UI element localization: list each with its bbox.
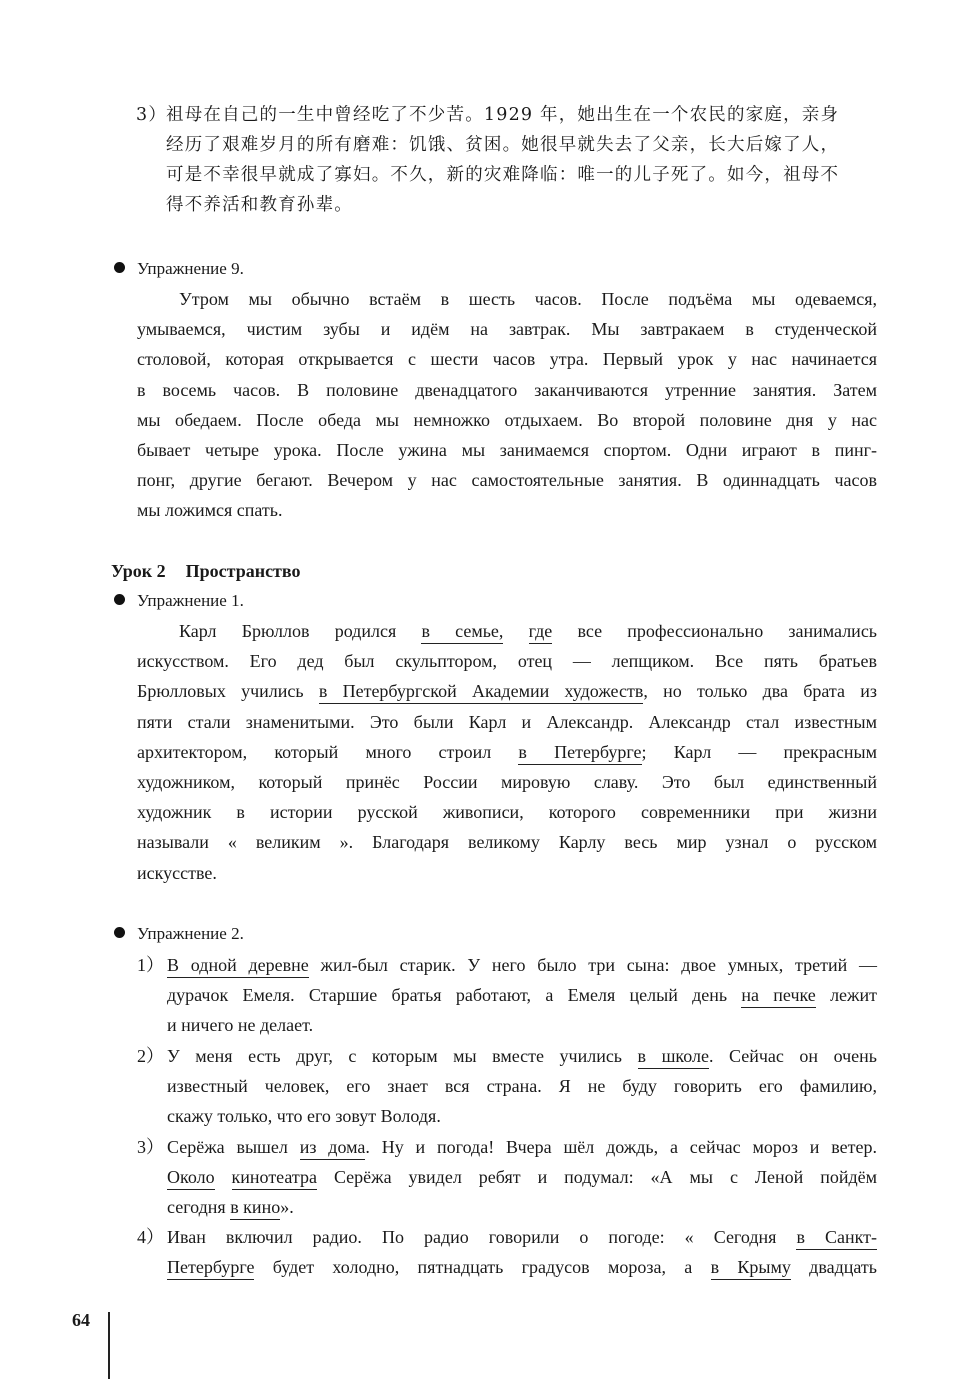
text-line: сегодня в кино». <box>167 1192 877 1222</box>
text-line: Иван включил радио. По радио говорили о погоде: « Сегодня в Санкт- <box>167 1222 877 1252</box>
text-line: и ничего не делает. <box>167 1015 314 1036</box>
text-line: 祖母在自己的一生中曾经吃了不少苦。1929 年，她出生在一个农民的家庭，亲身 <box>166 105 840 125</box>
text-line: столовой, которая открывается с шести часов утра. Первый урок у нас начинается <box>137 349 877 370</box>
exercise-9-text <box>137 284 877 526</box>
item-number: 3） <box>137 1137 164 1157</box>
item-number: 1） <box>137 955 164 975</box>
underlined-phrase: в семье, <box>421 621 503 644</box>
text-line: архитектором, который много строил в Петербурге; Карл — прекрасным <box>137 737 877 767</box>
text-line: дурачок Емеля. Старшие братья работают, а Емеля целый день на печке лежит <box>167 980 877 1010</box>
text-line: 可是不幸很早就成了寡妇。不久，新的灾难降临：唯一的儿子死了。如今，祖母不 <box>166 165 840 185</box>
underlined-phrase: в школе <box>638 1046 709 1069</box>
underlined-phrase: на печке <box>741 985 815 1008</box>
text-line: Карл Брюллов родился в семье, где все профессионально занимались <box>137 616 877 646</box>
text-line: Петербурге будет холодно, пятнадцать градусов мороза, а в Крыму двадцать <box>167 1252 877 1282</box>
exercise-title: Упражнение 1. <box>137 591 244 610</box>
underlined-phrase: в Санкт- <box>796 1227 877 1250</box>
text-line: 经历了艰难岁月的所有磨难：饥饿、贫困。她很早就失去了父亲，长大后嫁了人， <box>166 135 840 155</box>
underlined-phrase: Петербурге <box>167 1257 254 1280</box>
underlined-phrase: где <box>529 621 553 644</box>
text-line: художником, который принёс России мировую славу. Это был единственный <box>137 771 877 792</box>
underlined-phrase: Около <box>167 1167 215 1190</box>
text-line: называли « великим ». Благодаря великому Карлу весь мир узнал о русском <box>137 832 877 853</box>
text-line: В одной деревне жил-был старик. У него было три сына: двое умных, третий — <box>167 950 877 980</box>
text-line: в восемь часов. В половине двенадцатого заканчиваются утренние занятия. Затем <box>137 379 877 400</box>
exercise-title: Упражнение 2. <box>137 924 244 943</box>
underlined-phrase: В одной деревне <box>167 955 309 978</box>
underlined-phrase: в Крыму <box>711 1257 791 1280</box>
exercise-1-text <box>137 616 877 888</box>
text-line: мы ложимся спать. <box>137 500 283 521</box>
text-line: Около кинотеатра Серёжа увидел ребят и подумал: «А мы с Леной пойдём <box>167 1162 877 1192</box>
text-line: скажу только, что его зовут Володя. <box>167 1106 441 1127</box>
item-number: 2） <box>137 1046 164 1066</box>
margin-rule <box>108 1312 110 1379</box>
text-line: Серёжа вышел из дома. Ну и погода! Вчера шёл дождь, а сейчас мороз и ветер. <box>167 1132 877 1162</box>
exercise-2-item-3 <box>137 1132 877 1223</box>
item-number: 4） <box>137 1227 164 1247</box>
text-line: искусством. Его дед был скульптором, отец — лепщиком. Все пять братьев <box>137 651 877 672</box>
bullet-icon <box>114 262 125 273</box>
lesson-heading <box>111 556 301 586</box>
exercise-2-heading <box>114 919 244 949</box>
text-line: искусстве. <box>137 862 217 883</box>
text-line: 得不养活和教育孙辈。 <box>166 195 353 215</box>
lesson-title: Пространство <box>185 561 301 581</box>
item-number: 3） <box>136 105 168 125</box>
text-line: умываемся, чистим зубы и идём на завтрак. Мы завтракаем в студенческой <box>137 319 877 340</box>
text-line: художник в истории русской живописи, которого современники при жизни <box>137 802 877 823</box>
lesson-number: Урок 2 <box>111 561 166 581</box>
underlined-phrase: в кино <box>230 1197 280 1220</box>
exercise-title: Упражнение 9. <box>137 259 244 278</box>
underlined-phrase: в Петербургской Академии художеств <box>319 681 644 704</box>
text-line: известный человек, его знает вся страна. Я не буду говорить его фамилию, <box>167 1076 877 1097</box>
bullet-icon <box>114 594 125 605</box>
exercise-2-item-2 <box>137 1041 877 1132</box>
text-line: Брюлловых учились в Петербургской Академии художеств, но только два брата из <box>137 676 877 706</box>
underlined-phrase: из дома <box>300 1137 366 1160</box>
text-line: понг, другие бегают. Вечером у нас самостоятельные занятия. В одиннадцать часов <box>137 470 877 491</box>
page-number: 64 <box>72 1310 90 1330</box>
text-line: Утром мы обычно встаём в шесть часов. После подъёма мы одеваемся, <box>179 289 877 309</box>
text-line: мы обедаем. После обеда мы немножко отдыхаем. Во второй половине дня у нас <box>137 409 877 430</box>
underlined-phrase: кинотеатра <box>232 1167 317 1190</box>
underlined-phrase: в Петербурге <box>518 742 641 765</box>
exercise-2-item-4 <box>137 1222 877 1282</box>
text-line: У меня есть друг, с которым мы вместе учились в школе. Сейчас он очень <box>167 1041 877 1071</box>
chinese-paragraph <box>136 100 881 220</box>
exercise-2-item-1 <box>137 950 877 1041</box>
bullet-icon <box>114 927 125 938</box>
text-line: пяти стали знаменитыми. Это были Карл и Александр. Александр стал известным <box>137 711 877 732</box>
text-line: бывает четыре урока. После ужина мы занимаемся спортом. Одни играют в пинг- <box>137 439 877 460</box>
exercise-1-heading <box>114 586 244 616</box>
exercise-9-heading <box>114 254 244 284</box>
